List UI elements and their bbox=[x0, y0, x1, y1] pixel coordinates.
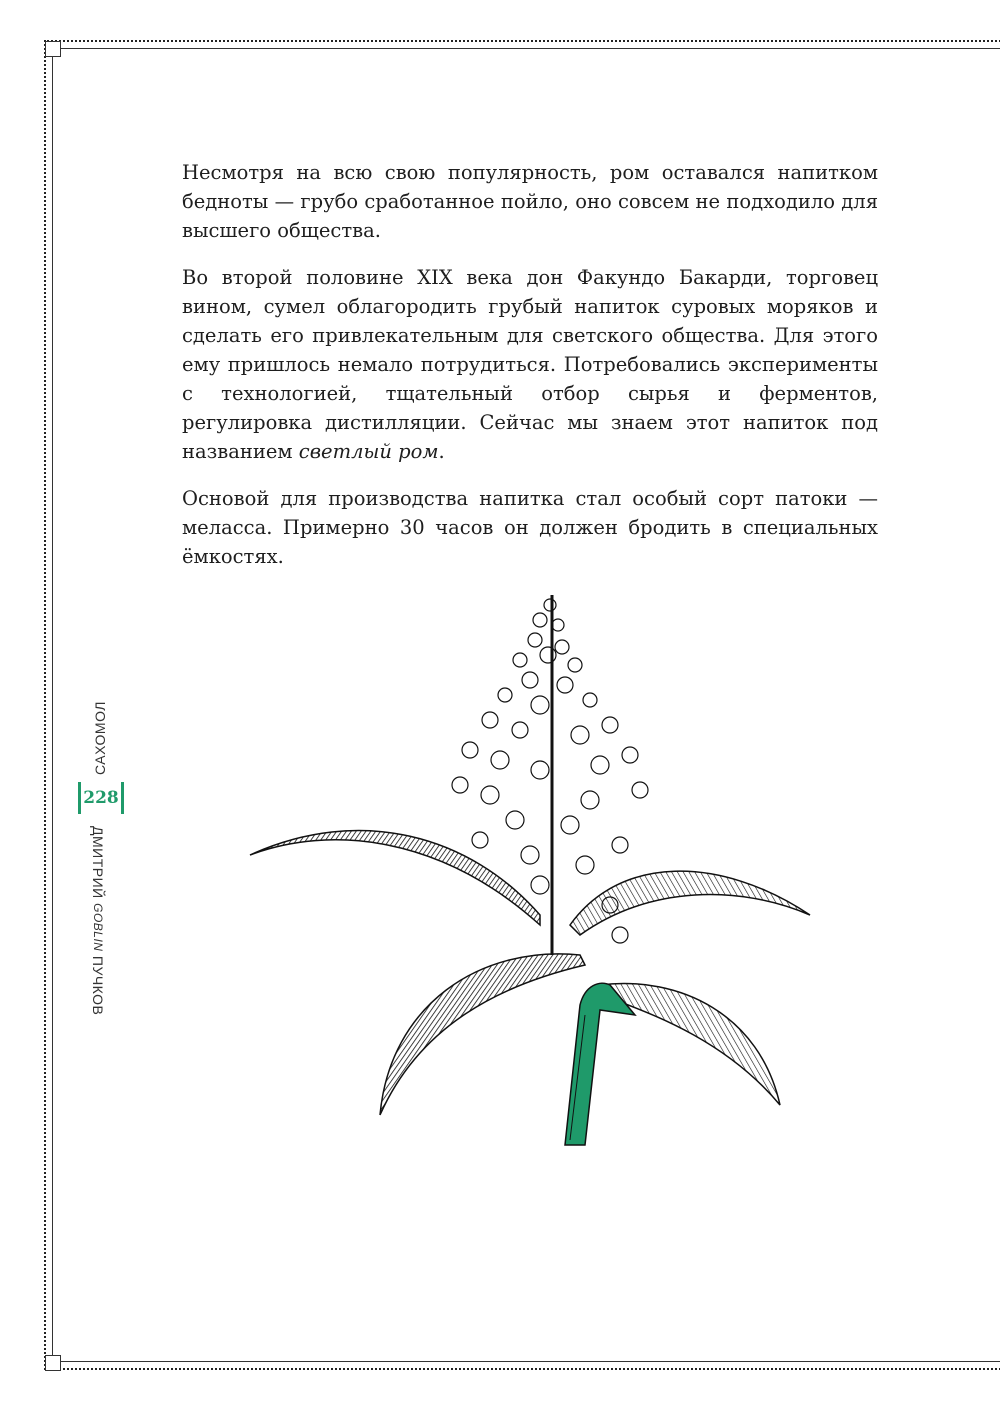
green-stem bbox=[565, 983, 635, 1145]
page-number: 228 bbox=[83, 788, 119, 808]
page-number-box bbox=[78, 782, 124, 814]
author-middle: GOBLIN bbox=[91, 903, 105, 952]
body-text bbox=[182, 158, 878, 589]
running-head-section: САХОМОЛ bbox=[92, 701, 108, 775]
running-head-author bbox=[90, 826, 110, 1016]
frame-corner-ornament bbox=[45, 41, 61, 57]
paragraph-3: Основой для производства напитка стал особый сорт патоки — меласса. Примерно 30 часов он должен бродить в специальных ёмкостях. bbox=[182, 487, 878, 568]
author-first: ДМИТРИЙ bbox=[90, 826, 106, 899]
leaf-left-top bbox=[250, 831, 540, 925]
leaf-right-top bbox=[570, 871, 810, 935]
leaf-right-low bbox=[600, 984, 780, 1106]
italic-term: светлый ром bbox=[298, 440, 439, 463]
leaf-left-low bbox=[380, 954, 585, 1115]
sugarcane-plant-illustration bbox=[240, 585, 820, 1155]
paragraph-1: Несмотря на всю свою популярность, ром оставался напитком бедноты — грубо сработанное пойло, оно совсем не подходило для высшего общества. bbox=[182, 161, 878, 242]
frame-corner-ornament bbox=[45, 1355, 61, 1371]
paragraph-2: Во второй половине XIX века дон Факундо Бакарди, торговец вином, сумел облагородить грубый напиток суровых моряков и сделать его привлекательным для светского общества. Для этого ему пришлось немало потрудиться. Потребовались эксперименты с технологией, тщательный отбор сырья и ферментов, регулировка дистилляции. Сейчас мы знаем этот напиток под названием светлый ром. bbox=[182, 266, 878, 463]
author-last: ПУЧКОВ bbox=[90, 955, 106, 1016]
